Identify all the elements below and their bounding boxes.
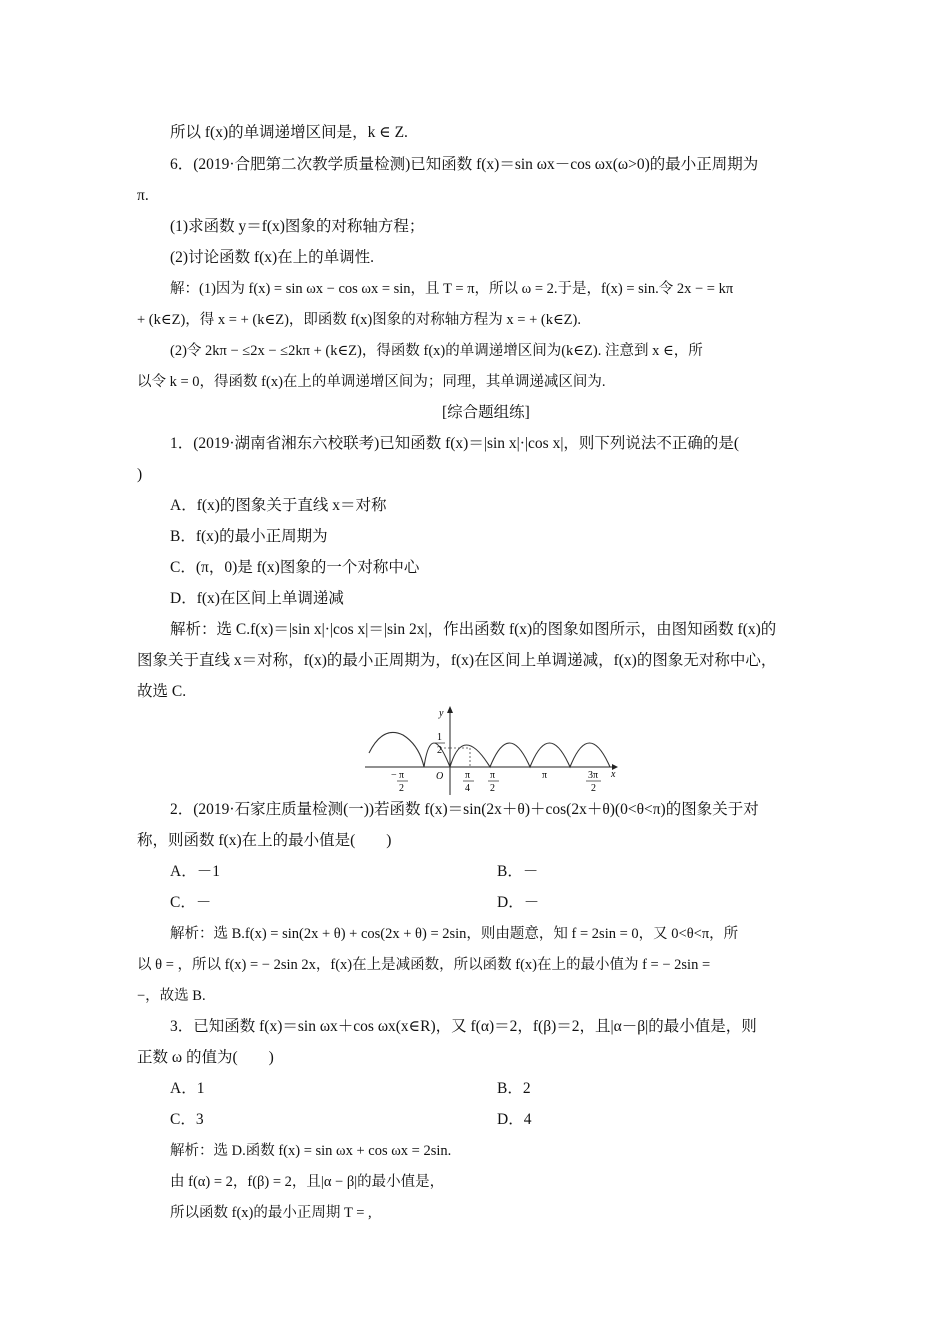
- option-c: C．3: [170, 1111, 204, 1128]
- analysis-line: 以 θ = ，所以 f(x) = − 2sin 2x，f(x)在上是减函数，所以函数 f(x)在上的最小值为 f = − 2sin =: [137, 957, 711, 973]
- tick-num: π: [542, 770, 548, 781]
- option-b: B．f(x)的最小正周期为: [170, 528, 328, 545]
- question-3: 3．已知函数 f(x)＝sin ωx＋cos ωx(x∈R)，又 f(α)＝2，f(β)＝2，且|α－β|的最小值是，则: [170, 1018, 757, 1035]
- tick-num: π: [490, 770, 496, 781]
- y-axis-label: y: [439, 708, 444, 719]
- option-b: B．2: [497, 1080, 531, 1097]
- tick-den: 2: [490, 783, 495, 794]
- text-line: 所以 f(x)的单调递增区间是，k ∈ Z.: [170, 124, 408, 141]
- question-6-part-1: (1)求函数 y＝f(x)图象的对称轴方程；: [170, 218, 425, 235]
- solution-line: 以令 k = 0，得函数 f(x)在上的单调递增区间为；同理，其单调递减区间为.: [137, 374, 606, 390]
- analysis-line: 故选 C.: [137, 683, 187, 700]
- option-a: A．1: [170, 1080, 205, 1097]
- text-line: 正数 ω 的值为( ): [137, 1049, 274, 1066]
- tick-sign: −: [391, 770, 397, 781]
- half-num: 1: [437, 732, 442, 743]
- analysis-line: −，故选 B.: [137, 988, 206, 1004]
- tick-num: π: [465, 770, 471, 781]
- solution-line: + (k∈Z)，得 x = + (k∈Z)，即函数 f(x)图象的对称轴方程为 x = + (k∈Z).: [137, 312, 581, 328]
- text-line: 称，则函数 f(x)在上的最小值是( ): [137, 832, 392, 849]
- tick-den: 2: [591, 783, 596, 794]
- section-heading: [综合题组练]: [442, 404, 530, 421]
- option-c: C．(π，0)是 f(x)图象的一个对称中心: [170, 559, 420, 576]
- option-c: C．－: [170, 894, 212, 911]
- tick-num: π: [399, 770, 405, 781]
- option-d: D．4: [497, 1111, 532, 1128]
- origin-label: O: [436, 771, 444, 782]
- question-2: 2．(2019·石家庄质量检测(一))若函数 f(x)＝sin(2x＋θ)＋cos(2x＋θ)(0<θ<π)的图象关于对: [170, 801, 759, 818]
- analysis-line: 由 f(α) = 2，f(β) = 2，且|α − β|的最小值是，: [170, 1174, 445, 1190]
- x-axis-label: x: [611, 769, 616, 780]
- option-d: D．－: [497, 894, 540, 911]
- analysis-line: 解析：选 C.f(x)＝|sin x|·|cos x|＝|sin 2x|，作出函数 f(x)的图象如图所示，由图知函数 f(x)的: [170, 621, 777, 638]
- question-6-part-2: (2)讨论函数 f(x)在上的单调性.: [170, 249, 375, 266]
- analysis-line: 解析：选 B.f(x) = sin(2x + θ) + cos(2x + θ) = 2sin，则由题意，知 f = 2sin = 0，又 0<θ<π，所: [170, 926, 739, 942]
- y-axis-arrow: [447, 706, 453, 713]
- tick-num: 3π: [588, 770, 599, 781]
- text-line: π.: [137, 187, 149, 204]
- tick-den: 2: [399, 783, 404, 794]
- half-den: 2: [437, 745, 442, 756]
- question-1: 1．(2019·湖南省湘东六校联考)已知函数 f(x)＝|sin x|·|cos x|，则下列说法不正确的是(: [170, 435, 740, 452]
- analysis-line: 图象关于直线 x＝对称，f(x)的最小正周期为，f(x)在区间上单调递减，f(x)的图象无对称中心，: [137, 652, 777, 669]
- tick-den: 4: [465, 783, 470, 794]
- solution-line: 解：(1)因为 f(x) = sin ωx − cos ωx = sin，且 T = π，所以 ω = 2.于是，f(x) = sin.令 2x − = kπ: [170, 281, 734, 297]
- analysis-line: 解析：选 D.函数 f(x) = sin ωx + cos ωx = 2sin.: [170, 1143, 452, 1159]
- question-6: 6．(2019·合肥第二次教学质量检测)已知函数 f(x)＝sin ωx－cos ωx(ω>0)的最小正周期为: [170, 156, 759, 173]
- sine-abs-graph: [365, 705, 620, 797]
- option-a: A．f(x)的图象关于直线 x＝对称: [170, 497, 387, 514]
- option-a: A．－1: [170, 863, 220, 880]
- option-b: B．－: [497, 863, 539, 880]
- option-d: D．f(x)在区间上单调递减: [170, 590, 344, 607]
- curve: [369, 732, 610, 767]
- text-line: ): [137, 466, 143, 483]
- analysis-line: 所以函数 f(x)的最小正周期 T = ,: [170, 1205, 372, 1221]
- solution-line: (2)令 2kπ − ≤2x − ≤2kπ + (k∈Z)，得函数 f(x)的单调递增区间为(k∈Z). 注意到 x ∈，所: [170, 343, 703, 359]
